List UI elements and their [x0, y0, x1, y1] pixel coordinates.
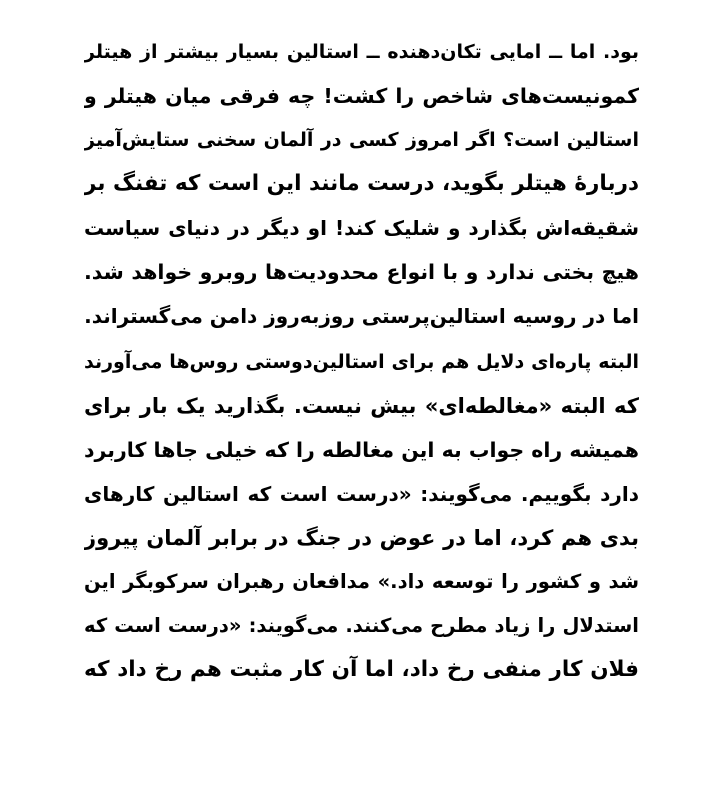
text-line: استدلال را زیاد مطرح می‌کنند. می‌گویند: «درست است که [84, 614, 639, 637]
text-line: استالین است؟ اگر امروز کسی در آلمان سخنی ستایش‌آمیز [84, 129, 639, 151]
text-line: شد و کشور را توسعه داد.» مدافعان رهبران سرکوبگر این [84, 570, 639, 593]
text-line: که البته «مغالطه‌ای» بیش نیست. بگذارید یک بار برای [84, 394, 639, 418]
text-line: اما در روسیه استالین‌پرستی روزبه‌روز دامن می‌گستراند. [84, 304, 639, 328]
text-line: دارد بگوییم. می‌گویند: «درست است که استالین کارهای [84, 482, 639, 506]
text-line: بود. اما ــ امایی تکان‌دهنده ــ استالین بسیار بیشتر از هیتلر [84, 41, 639, 63]
paragraph-1 [84, 30, 639, 338]
text-line: همیشه راه جواب به این مغالطه را که خیلی جاها کاربرد [84, 438, 639, 462]
text-line: دربارهٔ هیتلر بگوید، درست مانند این است که تفنگ بر [84, 171, 639, 196]
text-line: هیچ بختی ندارد و با انواع محدودیت‌ها روبرو خواهد شد. [84, 260, 639, 284]
text-line: فلان کار منفی رخ داد، اما آن کار مثبت هم رخ داد که [84, 657, 639, 682]
text-line: کمونیست‌های شاخص را کشت! چه فرقی میان هیتلر و [84, 84, 639, 108]
text-line: البته پاره‌ای دلایل هم برای استالین‌دوستی روس‌ها می‌آورند [84, 351, 639, 373]
text-line: شقیقه‌اش بگذارد و شلیک کند! او دیگر در دنیای سیاست [84, 216, 639, 240]
paragraph-2 [84, 340, 639, 692]
text-line: بدی هم کرد، اما در عوض در جنگ در برابر آلمان پیروز [84, 526, 639, 550]
